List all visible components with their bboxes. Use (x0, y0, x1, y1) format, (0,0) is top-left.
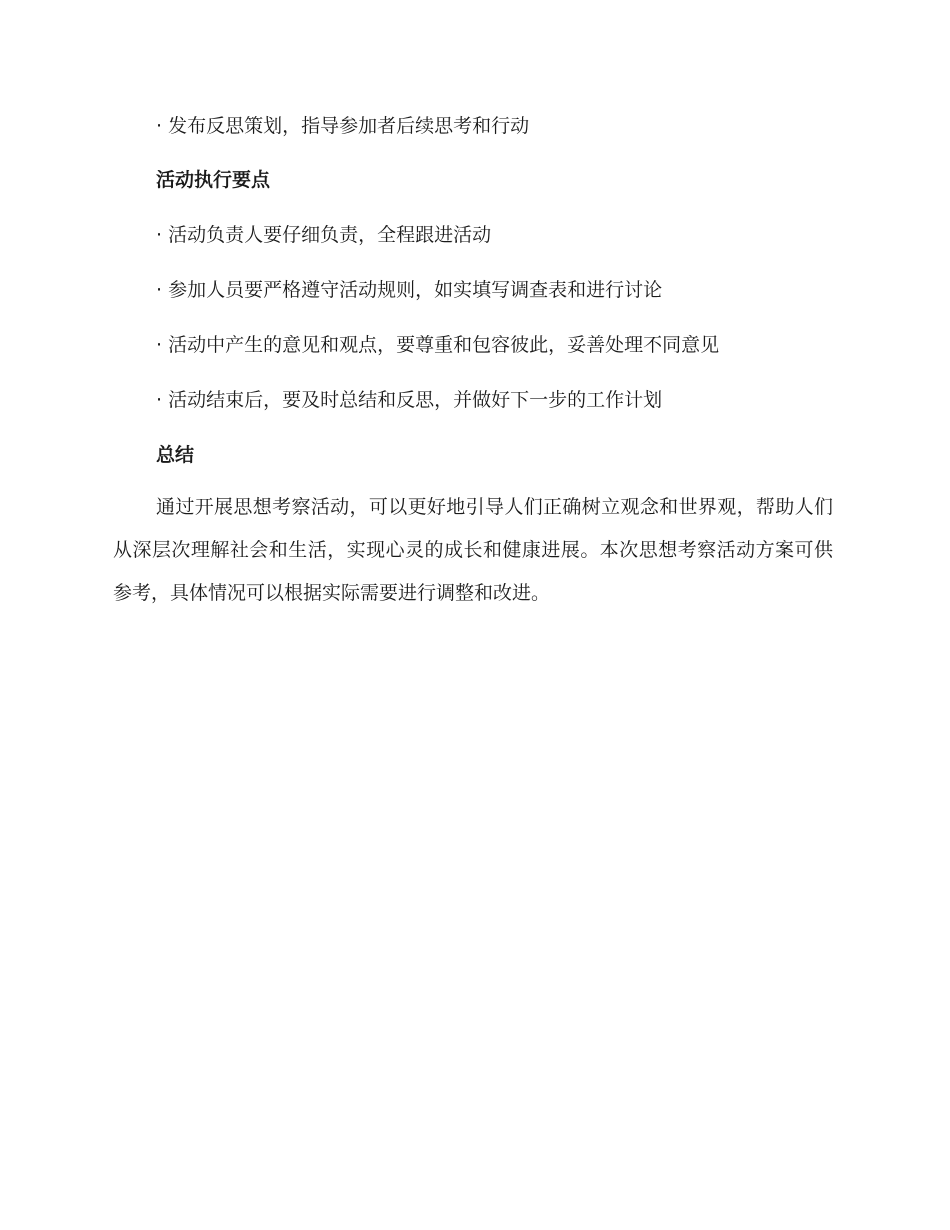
bullet-item: · 活动结束后，要及时总结和反思，并做好下一步的工作计划 (156, 389, 663, 411)
summary-paragraph: 通过开展思想考察活动，可以更好地引导人们正确树立观念和世界观，帮助人们从深层次理解社会和生活，实现心灵的成长和健康进展。本次思想考察活动方案可供参考，具体情况可以根据实际需要进行调整和改进。 (113, 496, 833, 604)
bullet-item: · 活动中产生的意见和观点，要尊重和包容彼此，妥善处理不同意见 (156, 334, 720, 356)
document-body (113, 108, 833, 615)
bullet-item: · 参加人员要严格遵守活动规则，如实填写调查表和进行讨论 (156, 279, 663, 301)
section-heading-summary: 总结 (156, 444, 195, 466)
bullet-item: · 活动负责人要仔细负责，全程跟进活动 (156, 224, 492, 246)
bullet-item: · 发布反思策划，指导参加者后续思考和行动 (156, 115, 530, 137)
section-heading-execution: 活动执行要点 (156, 169, 271, 191)
